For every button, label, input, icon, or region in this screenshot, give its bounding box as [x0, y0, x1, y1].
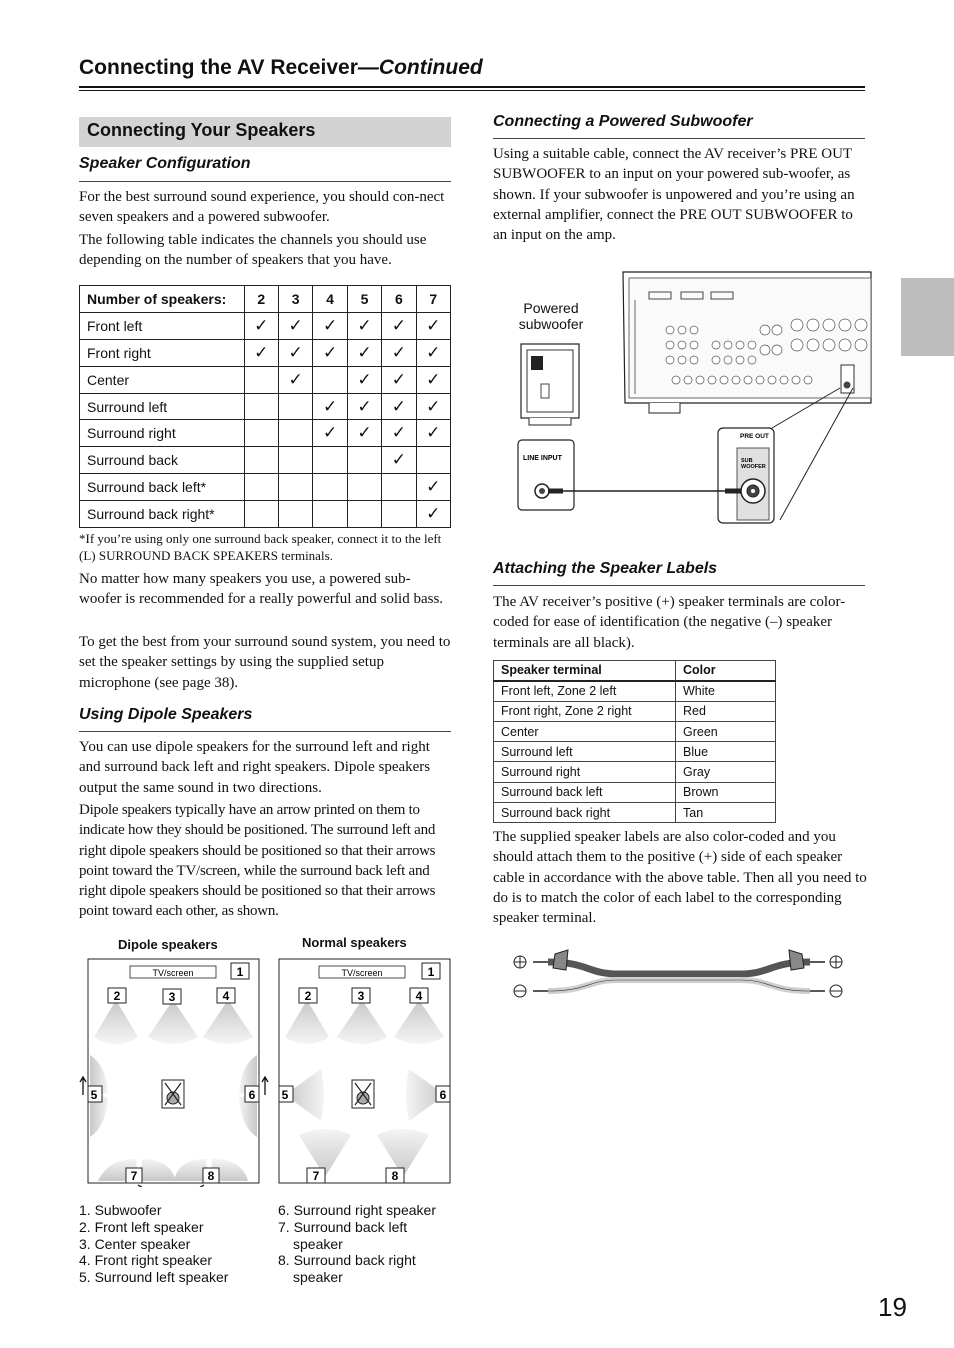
empty-cell: [278, 420, 312, 447]
speaker-channel-table: [79, 285, 451, 528]
color-cell: Tan: [676, 803, 776, 823]
speaker-number-8: 8: [207, 1169, 215, 1183]
table-row: [80, 366, 451, 393]
check-mark: ✓: [382, 366, 416, 393]
check-mark: ✓: [416, 393, 450, 420]
speaker-number-3: 3: [168, 990, 176, 1004]
check-mark: ✓: [278, 366, 312, 393]
sub-label: SUB: [741, 458, 753, 464]
subwoofer-p1: Using a suitable cable, connect the AV receiver’s PRE OUT SUBWOOFER to an input on your powered sub-woofer, as shown. If your subwoofer is unpowered and you’re using an external amplifier, connect the PRE OUT SUBWOOFER to an input on the amp.: [493, 146, 855, 244]
channel-label: Surround right: [80, 420, 245, 447]
plus-icon: [514, 956, 526, 968]
speaker-number-2: 2: [113, 989, 121, 1003]
check-mark: ✓: [382, 339, 416, 366]
empty-cell: [244, 366, 278, 393]
check-mark: ✓: [416, 420, 450, 447]
subwoofer-heading: Connecting a Powered Subwoofer: [493, 113, 753, 130]
speaker-count-header: Number of speakers:: [80, 286, 245, 313]
check-mark: ✓: [347, 312, 381, 339]
channel-label: Front right: [80, 339, 245, 366]
empty-cell: [278, 501, 312, 528]
check-mark: ✓: [278, 339, 312, 366]
woofer-label: WOOFER: [741, 464, 766, 470]
check-mark: ✓: [347, 366, 381, 393]
speaker-label-tag-left: [553, 950, 568, 970]
check-mark: ✓: [313, 339, 347, 366]
terminal-cell: Front left, Zone 2 left: [494, 681, 676, 701]
dipole-diagram-label: Dipole speakers: [118, 937, 218, 952]
minus-icon: [514, 985, 526, 997]
empty-cell: [313, 366, 347, 393]
subwoofer-unit: [518, 344, 579, 510]
empty-cell: [313, 474, 347, 501]
color-cell: Green: [676, 721, 776, 741]
color-cell: White: [676, 681, 776, 701]
speaker-number-5: 5: [90, 1088, 98, 1102]
table-row: [494, 721, 776, 741]
pre-out-label: PRE OUT: [740, 433, 769, 440]
empty-cell: [244, 474, 278, 501]
color-table-header: [494, 661, 776, 681]
check-mark: ✓: [313, 420, 347, 447]
speaker-table-header: [80, 286, 451, 313]
labels-rule: [493, 585, 865, 586]
empty-cell: [313, 501, 347, 528]
color-cell: Red: [676, 701, 776, 721]
check-mark: ✓: [313, 393, 347, 420]
channel-label: Surround left: [80, 393, 245, 420]
check-mark: ✓: [278, 312, 312, 339]
speaker-table-footnote: *If you’re using only one surround back speaker, connect it to the left (L) SURROUND BACK SPEAKERS terminals.: [79, 531, 442, 563]
terminal-cell: Surround back left: [494, 782, 676, 802]
table-row: [80, 447, 451, 474]
check-mark: ✓: [382, 420, 416, 447]
terminal-cell: Surround left: [494, 742, 676, 762]
legend-right: 6. Surround right speaker 7. Surround back left speaker 8. Surround back right speaker: [278, 1202, 436, 1286]
table-row: [494, 803, 776, 823]
labels-p2: The supplied speaker labels are also color-coded and you should attach them to the positive (+) side of each speaker cable in accordance with the above table. Then all you need to do is to match the color of each label to the corresponding speaker terminal.: [493, 829, 867, 927]
check-mark: ✓: [382, 447, 416, 474]
normal-number-5: 5: [281, 1088, 289, 1102]
speaker-config-p3: No matter how many speakers you use, a powered sub-woofer is recommended for a really powerful and solid bass.: [79, 571, 444, 608]
speaker-number-6: 6: [248, 1088, 256, 1102]
chapter-tab: [901, 278, 954, 356]
speaker-config-p1: For the best surround sound experience, you should con-nect seven speakers and a powered subwoofer.: [79, 189, 445, 226]
check-mark: ✓: [416, 474, 450, 501]
speaker-count-3: 3: [278, 286, 312, 313]
empty-cell: [244, 393, 278, 420]
normal-number-7: 7: [312, 1169, 320, 1183]
normal-number-3: 3: [357, 989, 365, 1003]
table-row: [494, 681, 776, 701]
speaker-config-heading: Speaker Configuration: [79, 155, 251, 172]
empty-cell: [278, 447, 312, 474]
check-mark: ✓: [416, 501, 450, 528]
empty-cell: [347, 501, 381, 528]
labels-heading: Attaching the Speaker Labels: [493, 560, 718, 577]
empty-cell: [416, 447, 450, 474]
subwoofer-rule: [493, 138, 865, 139]
channel-label: Front left: [80, 312, 245, 339]
empty-cell: [313, 447, 347, 474]
terminal-cell: Surround back right: [494, 803, 676, 823]
speaker-label-tag-right: [789, 950, 804, 970]
speaker-config-p2: The following table indicates the channels you should use depending on the number of speakers that you have.: [79, 232, 427, 269]
terminal-cell: Front right, Zone 2 right: [494, 701, 676, 721]
table-row: [80, 312, 451, 339]
speaker-count-6: 6: [382, 286, 416, 313]
speaker-config-p4: To get the best from your surround sound system, you need to set the speaker settings by using the supplied setup microphone (see page 38).: [79, 634, 451, 691]
channel-label: Surround back: [80, 447, 245, 474]
labels-p1: The AV receiver’s positive (+) speaker terminals are color-coded for ease of identification (the negative (–) speaker terminals are all black).: [493, 594, 846, 651]
speaker-color-table: [493, 660, 776, 823]
speaker-config-rule: [79, 181, 451, 182]
color-cell: Brown: [676, 782, 776, 802]
dipole-diagram: [80, 959, 268, 1187]
color-cell: Gray: [676, 762, 776, 782]
empty-cell: [382, 501, 416, 528]
normal-number-2: 2: [304, 989, 312, 1003]
check-mark: ✓: [382, 393, 416, 420]
section-title: Connecting Your Speakers: [87, 120, 316, 140]
speaker-number-7: 7: [130, 1169, 138, 1183]
normal-number-4: 4: [415, 989, 423, 1003]
normal-diagram: [279, 959, 450, 1183]
check-mark: ✓: [244, 339, 278, 366]
legend-left: 1. Subwoofer 2. Front left speaker 3. Center speaker 4. Front right speaker 5. Surround left speaker: [79, 1202, 229, 1286]
page-number: 19: [878, 1292, 907, 1322]
subwoofer-connection-diagram: [515, 270, 875, 526]
dipole-p1: You can use dipole speakers for the surround left and right and surround back left and right speakers. Dipole speakers output the same sound in two directions.: [79, 739, 431, 796]
speaker-count-2: 2: [244, 286, 278, 313]
normal-number-1: 1: [427, 965, 435, 979]
page-header-title: Connecting the AV Receiver—Continued: [79, 56, 483, 79]
terminal-header: Speaker terminal: [494, 661, 676, 681]
normal-number-6: 6: [439, 1088, 447, 1102]
speaker-number-1: 1: [236, 965, 244, 979]
section-title-band: [79, 117, 451, 147]
check-mark: ✓: [416, 366, 450, 393]
empty-cell: [244, 420, 278, 447]
speaker-cable-illustration: [508, 940, 850, 998]
dipole-rule: [79, 731, 451, 732]
header-rule: [79, 86, 865, 88]
check-mark: ✓: [347, 339, 381, 366]
empty-cell: [347, 447, 381, 474]
tv-screen-label: TV/screen: [152, 968, 194, 978]
table-row: [80, 501, 451, 528]
minus-icon-right: [830, 985, 842, 997]
empty-cell: [244, 501, 278, 528]
check-mark: ✓: [416, 312, 450, 339]
empty-cell: [278, 393, 312, 420]
empty-cell: [278, 474, 312, 501]
empty-cell: [347, 474, 381, 501]
tv-screen-label-normal: TV/screen: [341, 968, 383, 978]
line-input-label: LINE INPUT: [523, 455, 562, 462]
check-mark: ✓: [313, 312, 347, 339]
dipole-p2: Dipole speakers typically have an arrow printed on them to indicate how they should be positioned. The surround left and right dipole speakers should be positioned so that their arrows point toward the TV/screen, while the surround back left and right dipole speakers should be positioned so that their arrows point toward each other, as shown.: [79, 802, 436, 920]
color-header: Color: [676, 661, 776, 681]
pre-out-zoom: [718, 388, 853, 523]
channel-label: Surround back right*: [80, 501, 245, 528]
check-mark: ✓: [416, 339, 450, 366]
channel-label: Center: [80, 366, 245, 393]
speaker-number-4: 4: [222, 989, 230, 1003]
color-cell: Blue: [676, 742, 776, 762]
table-row: [494, 762, 776, 782]
speaker-count-4: 4: [313, 286, 347, 313]
dipole-heading: Using Dipole Speakers: [79, 706, 253, 723]
header-rule-thin: [79, 90, 865, 91]
empty-cell: [244, 447, 278, 474]
table-row: [80, 339, 451, 366]
check-mark: ✓: [347, 393, 381, 420]
check-mark: ✓: [347, 420, 381, 447]
table-row: [494, 701, 776, 721]
speaker-count-5: 5: [347, 286, 381, 313]
terminal-cell: Surround right: [494, 762, 676, 782]
powered-subwoofer-label: Powered subwoofer: [518, 300, 584, 332]
speaker-layout-diagrams: [78, 955, 454, 1187]
empty-cell: [382, 474, 416, 501]
table-row: [80, 420, 451, 447]
plus-icon-right: [830, 956, 842, 968]
table-row: [494, 782, 776, 802]
normal-diagram-label: Normal speakers: [302, 935, 407, 950]
table-row: [80, 393, 451, 420]
terminal-cell: Center: [494, 721, 676, 741]
check-mark: ✓: [244, 312, 278, 339]
channel-label: Surround back left*: [80, 474, 245, 501]
speaker-count-7: 7: [416, 286, 450, 313]
table-row: [494, 742, 776, 762]
normal-number-8: 8: [391, 1169, 399, 1183]
table-row: [80, 474, 451, 501]
check-mark: ✓: [382, 312, 416, 339]
